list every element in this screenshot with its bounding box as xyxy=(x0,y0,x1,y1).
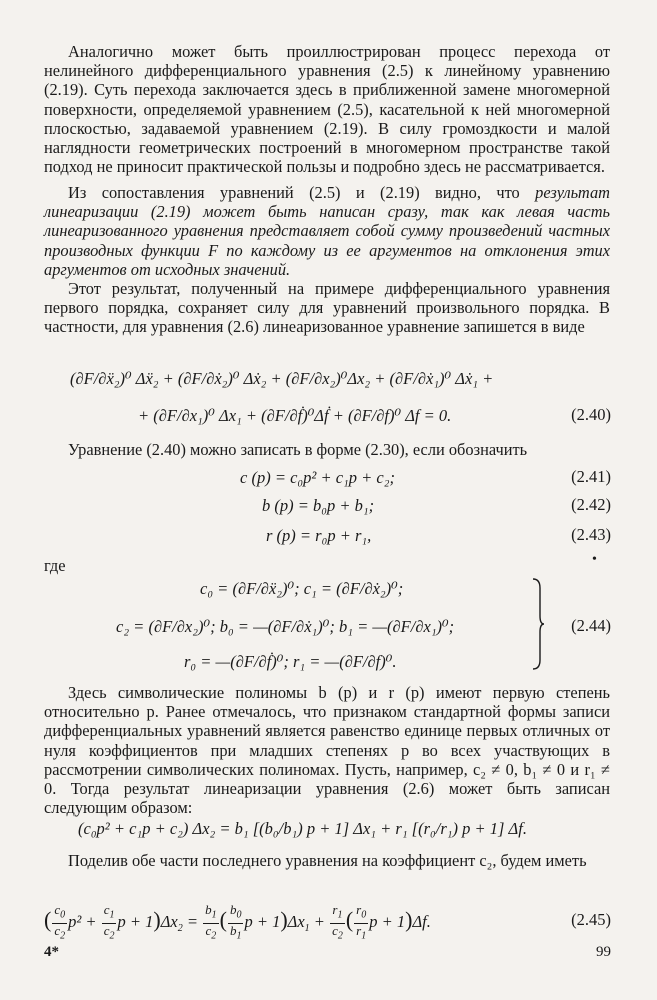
paragraph-4-text: Уравнение (2.40) можно записать в форме (2.30), если обозначить xyxy=(68,440,528,459)
paragraph-1-text: Аналогично может быть проиллюстрирован процесс перехода от нелинейного дифференциального уравнения (2.5) к линейному уравнению (2.19). Суть перехода заключается здесь в приближенной замене многомерной поверхности, определяемой уравнением (2.5), касательной к ней многомерной плоскостью, задаваемой уравнением (2.19). В силу громоздкости и малой наглядности геометрических построений в многомерном пространстве такой подход не приносит практической пользы и подробно здесь не рассматривается. xyxy=(44,42,610,177)
equation-2-44-line-1: c₀ = (∂F/∂ẍ₂)⁰; c₁ = (∂F/∂ẋ₂)⁰; xyxy=(200,579,404,598)
right-brace xyxy=(532,578,544,670)
paragraph-1 xyxy=(44,42,610,176)
paragraph-3 xyxy=(44,279,610,337)
equation-number-2-40: (2.40) xyxy=(571,405,611,424)
equation-number-2-41: (2.41) xyxy=(571,467,611,486)
equation-2-40-line-2: + (∂F/∂x₁)⁰ Δx₁ + (∂F/∂ḟ)⁰Δḟ + (∂F/∂f)⁰ Δf = 0. xyxy=(138,406,452,425)
paragraph-3-text: Этот результат, полученный на примере дифференциального уравнения первого порядка, сохраняет силу для уравнений произвольного порядка. В частности, для уравнения (2.6) линеаризованное уравнение запишется в виде xyxy=(44,279,610,337)
equation-linearized: (c₀p² + c₁p + c₂) Δx₂ = b₁ [(b₀/b₁) p + 1] Δx₁ + r₁ [(r₀/r₁) p + 1] Δf. xyxy=(78,819,527,838)
equation-number-2-42: (2.42) xyxy=(571,495,611,514)
paragraph-6-text: Поделив обе части последнего уравнения на коэффициент c₂, будем иметь xyxy=(68,851,587,870)
paragraph-2-lead: Из сопоставления уравнений (2.5) и (2.19) видно, что xyxy=(68,183,536,202)
equation-2-42: b (p) = b₀p + b₁; xyxy=(262,496,375,515)
paragraph-4 xyxy=(44,440,610,459)
equation-2-45: ( $\frac{c_0}{c_2}$ p² + $\frac{c_1}{c_2}$ $p + 1)\Delta x_2$ = $\frac{b_1}{c_2}$ ( $\frac{b_0}{b_1}$ $p + 1)\Delta x_1$ + $\frac{r_1}{c_2}$ ( $\frac{r_0}{r_1}$ p + 1)Δf. xyxy=(44,902,431,942)
equation-number-2-44: (2.44) xyxy=(571,616,611,635)
paragraph-2 xyxy=(44,183,610,279)
print-dot: • xyxy=(592,552,597,567)
page-number: 99 xyxy=(596,944,611,960)
paragraph-5-text: Здесь символические полиномы b (p) и r (p) имеют первую степень относительно p. Ранее отмечалось, что признаком стандартной формы записи дифференциальных уравнений является равенство единице первых отличных от нуля коэффициентов при младших степенях p во всех участвующих в рассмотрении символических полиномах. Пусть, например, c₂ ≠ 0, b₁ ≠ 0 и r₁ ≠ 0. Тогда результат линеаризации уравнения (2.6) может быть записан следующим образом: xyxy=(44,683,610,818)
signature-mark: 4* xyxy=(44,944,59,960)
paragraph-6 xyxy=(44,851,610,870)
equation-2-41: c (p) = c₀p² + c₁p + c₂; xyxy=(240,468,395,487)
paragraph-2-italic: результат линеаризации (2.19) может быть написан сразу, так как левая часть линеаризованного уравнения представляет собой сумму произведений частных производных функции F по каждому из ее аргументов на отклонения этих аргументов от исходных значений. xyxy=(44,183,610,279)
where-text: где xyxy=(44,556,66,575)
where-label xyxy=(44,556,610,575)
equation-2-44-line-3: r₀ = —(∂F/∂ḟ)⁰; r₁ = —(∂F/∂f)⁰. xyxy=(184,652,397,671)
paragraph-5 xyxy=(44,683,610,817)
equation-2-40-line-1: (∂F/∂ẍ₂)⁰ Δẍ₂ + (∂F/∂ẋ₂)⁰ Δẋ₂ + (∂F/∂x₂)⁰Δx₂ + (∂F/∂ẋ₁)⁰ Δẋ₁ + xyxy=(70,369,494,388)
equation-2-44-line-2: c₂ = (∂F/∂x₂)⁰; b₀ = —(∂F/∂ẋ₁)⁰; b₁ = —(∂F/∂x₁)⁰; xyxy=(116,617,455,636)
equation-2-43: r (p) = r₀p + r₁, xyxy=(266,526,372,545)
equation-number-2-45: (2.45) xyxy=(571,910,611,929)
equation-number-2-43: (2.43) xyxy=(571,525,611,544)
